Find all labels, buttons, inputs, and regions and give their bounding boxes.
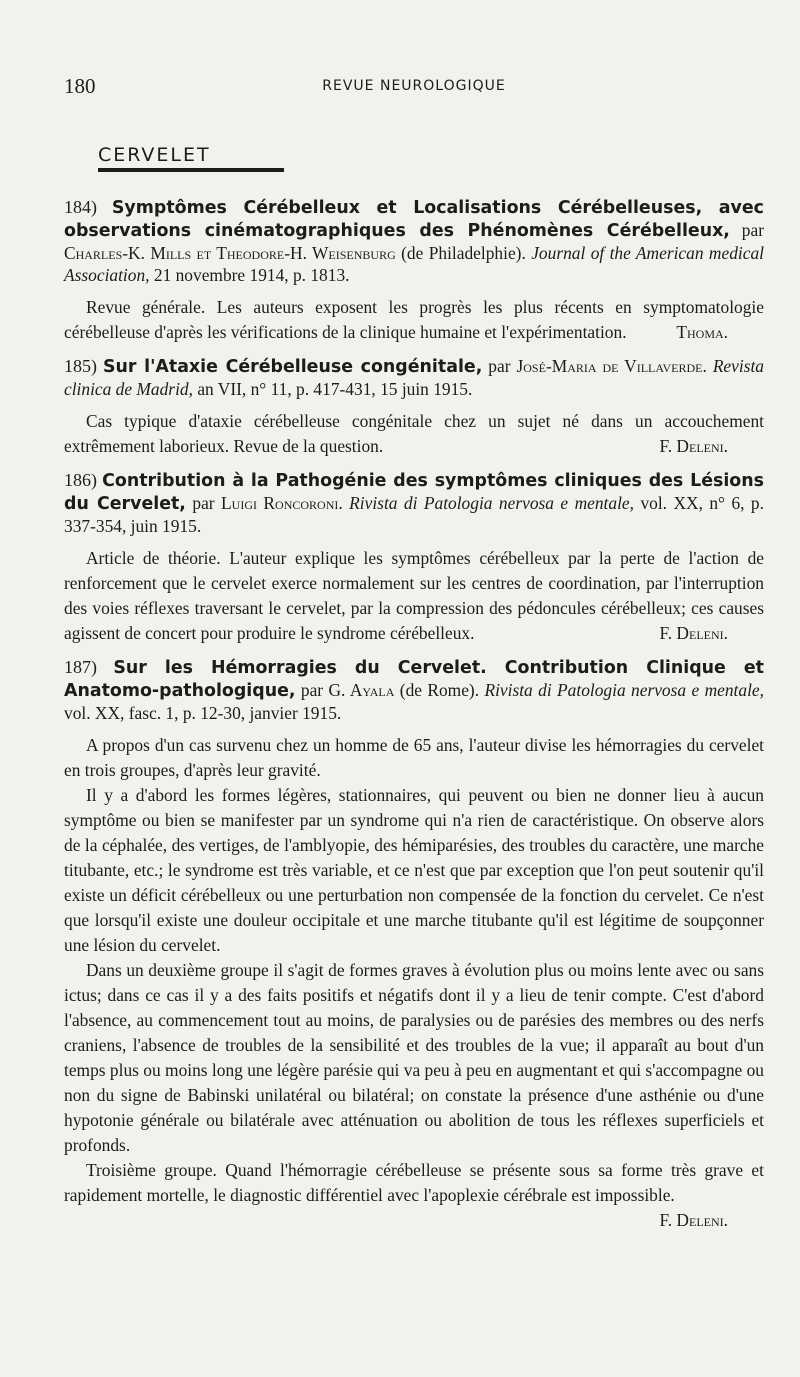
entry-details: an VII, n° 11, p. 417-431, 15 juin 1915.	[197, 379, 473, 399]
entry-journal: Revista clinica de Madrid,	[64, 356, 764, 399]
citation	[64, 355, 764, 400]
body-text: Cas typique d'ataxie cérébelleuse congénitale chez un sujet né dans un accouchement extrêmement laborieux. Revue de la question.	[64, 411, 764, 456]
entry-186	[64, 469, 764, 646]
signature: F. Deleni.	[659, 623, 728, 643]
entry-authors: Charles-K. Mills et Theodore-H. Weisenburg	[64, 243, 396, 263]
citation	[64, 656, 764, 724]
entries	[64, 196, 764, 1243]
body-paragraph: A propos d'un cas survenu chez un homme de 65 ans, l'auteur divise les hémorragies du cervelet en trois groupes, d'après leur gravité.	[64, 735, 764, 780]
entry-title: Sur les Hémorragies du Cervelet. Contribution Clinique et Anatomo-pathologique,	[64, 658, 764, 701]
entry-187	[64, 656, 764, 1233]
entry-place: (de Rome).	[399, 680, 480, 700]
body-paragraph	[64, 409, 764, 459]
body-text: Article de théorie. L'auteur explique les symptômes cérébelleux par la perte de l'action de renforcement que le cervelet exerce normalement sur les centres de coordination, par l'interruption des voies réflexes traversant le cervelet, par la compression des pédoncules cérébelleux; ces causes agissent de concert pour produire le syndrome cérébelleux.	[64, 548, 764, 643]
running-head: REVUE NEUROLOGIQUE	[322, 78, 506, 94]
signature: F. Deleni.	[659, 1210, 728, 1230]
entry-title: Sur l'Ataxie Cérébelleuse congénitale,	[102, 357, 483, 377]
entry-details: 21 novembre 1914, p. 1813.	[153, 265, 350, 285]
citation-by: par	[741, 220, 764, 240]
signature: F. Deleni.	[659, 436, 728, 456]
entry-title: Symptômes Cérébelleux et Localisations Cérébelleuses, avec observations cinématographiques des Phénomènes Cérébelleux,	[64, 198, 764, 241]
signature: Thoma.	[676, 322, 728, 342]
entry-authors: José-Maria de Villaverde.	[516, 356, 707, 376]
entry-number: 186)	[64, 470, 97, 490]
entry-details: vol. XX, n° 6, p. 337-354, juin 1915.	[64, 493, 764, 536]
body-paragraph	[64, 295, 764, 345]
citation	[64, 196, 764, 286]
page-header	[64, 74, 764, 98]
entry-journal: Journal of the American medical Association,	[64, 243, 764, 285]
entry-authors: G. Ayala	[328, 680, 395, 700]
entry-authors: Luigi Roncoroni.	[221, 493, 343, 513]
citation-by: par	[300, 680, 324, 700]
entry-journal: Rivista di Patologia nervosa e mentale,	[484, 680, 764, 700]
entry-body	[64, 733, 764, 1233]
entry-number: 185)	[64, 356, 97, 376]
citation-by: par	[488, 356, 511, 376]
citation	[64, 469, 764, 537]
body-text: Revue générale. Les auteurs exposent les progrès les plus récents en symptomatologie cérébelleuse d'après les vérifications de la clinique humaine et l'expérimentation.	[64, 297, 764, 342]
entry-body	[64, 409, 764, 459]
body-paragraph: Troisième groupe. Quand l'hémorragie cérébelleuse se présente sous sa forme très grave et rapidement mortelle, le diagnostic différentiel avec l'apoplexie cérébrale est impossible.	[64, 1160, 764, 1205]
entry-title: Contribution à la Pathogénie des symptômes cliniques des Lésions du Cervelet,	[64, 471, 764, 514]
body-paragraph: Dans un deuxième groupe il s'agit de formes graves à évolution plus ou moins lente avec ou sans ictus; dans ce cas il y a des faits positifs et négatifs dont il y a lieu de tenir compte. C'est d'abord l'absence, au commencement tout au moins, de paralysies ou de parésies des membres ou des nerfs craniens, l'absence de troubles de la sensibilité et des troubles de la vue; il apparaît au bout d'un temps plus ou moins long une légère parésie qui va peu à peu en augmentant et qui s'accompagne ou non du signe de Babinski unilatéral ou bilatéral; on constate la présence d'une asthénie ou d'une hypotonie générale ou bilatérale avec atténuation ou abolition de tous les réflexes superficiels et profonds.	[64, 960, 764, 1155]
entry-184	[64, 196, 764, 345]
section-title: CERVELET	[98, 144, 211, 166]
section-rule	[98, 168, 284, 172]
entry-number: 187)	[64, 657, 97, 677]
entry-details: vol. XX, fasc. 1, p. 12-30, janvier 1915.	[64, 703, 342, 723]
entry-number: 184)	[64, 197, 97, 217]
body-paragraph	[64, 546, 764, 646]
entry-body	[64, 295, 764, 345]
entry-body	[64, 546, 764, 646]
citation-by: par	[192, 493, 215, 513]
page-number: 180	[64, 74, 96, 98]
body-paragraph: Il y a d'abord les formes légères, stationnaires, qui peuvent ou bien ne donner lieu à aucun symptôme ou bien se manifester par un syndrome qui n'a rien de caractéristique. On observe alors de la céphalée, des vertiges, de l'amblyopie, des hémiparésies, des troubles du caractère, une marche titubante, etc.; le syndrome est très variable, et ce n'est que par exception que l'on peut soutenir qu'il existe un déficit cérébelleux ou une perturbation non compensée de la fonction du cervelet. Ce n'est que lorsqu'il existe une douleur occipitale et une marche titubante qu'il est légitime de soupçonner une lésion du cervelet.	[64, 785, 764, 955]
entry-185	[64, 355, 764, 459]
entry-journal: Rivista di Patologia nervosa e mentale,	[349, 493, 634, 513]
entry-place: (de Philadelphie).	[401, 243, 526, 263]
